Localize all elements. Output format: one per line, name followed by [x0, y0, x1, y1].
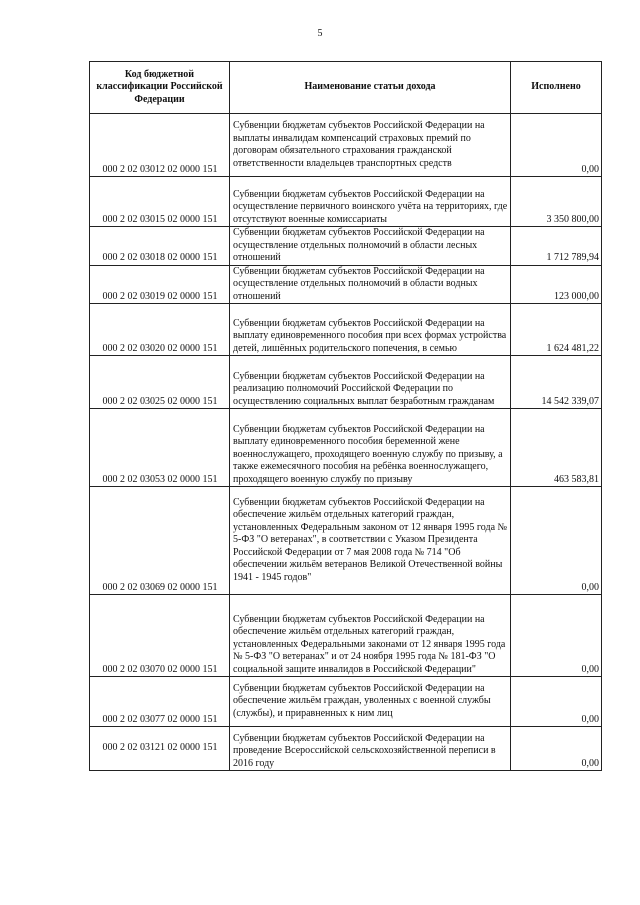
budget-code: 000 2 02 03020 02 0000 151 [90, 304, 230, 356]
header-row [90, 62, 602, 114]
budget-code: 000 2 02 03053 02 0000 151 [90, 409, 230, 487]
executed-amount: 0,00 [511, 487, 602, 595]
income-name: Субвенции бюджетам субъектов Российской Федерации на проведение Всероссийской сельскохозяйственной переписи в 2016 году [230, 727, 511, 771]
table-body [90, 114, 602, 771]
header-amount: Исполнено [511, 62, 602, 114]
table-row [90, 595, 602, 677]
table-row [90, 265, 602, 304]
table-row [90, 727, 602, 771]
table-row [90, 177, 602, 227]
income-name: Субвенции бюджетам субъектов Российской Федерации на обеспечение жильём отдельных категорий граждан, установленных Федеральным законом от 12 января 1995 года № 5-ФЗ "О ветеранах", в соответствии с Указом Президента Российской Федерации от 7 мая 2008 года № 714 "Об обеспечении жильём ветеранов Великой Отечественной войны 1941 - 1945 годов" [230, 487, 511, 595]
table-row [90, 356, 602, 409]
table-row [90, 304, 602, 356]
executed-amount: 123 000,00 [511, 265, 602, 304]
budget-code: 000 2 02 03077 02 0000 151 [90, 677, 230, 727]
executed-amount: 0,00 [511, 595, 602, 677]
executed-amount: 0,00 [511, 727, 602, 771]
income-name: Субвенции бюджетам субъектов Российской Федерации на обеспечение жильём отдельных категорий граждан, установленных Федеральными законами от 12 января 1995 года № 5-ФЗ "О ветеранах" и от 24 ноября 1995 года № 181-ФЗ "О социальной защите инвалидов в Российской Федерации" [230, 595, 511, 677]
table-header [90, 62, 602, 114]
income-name: Субвенции бюджетам субъектов Российской Федерации на осуществление первичного воинского учёта на территориях, где отсутствуют военные комиссариаты [230, 177, 511, 227]
income-name: Субвенции бюджетам субъектов Российской Федерации на осуществление отдельных полномочий в области лесных отношений [230, 227, 511, 266]
table-row [90, 409, 602, 487]
header-name: Наименование статьи дохода [230, 62, 511, 114]
executed-amount: 463 583,81 [511, 409, 602, 487]
budget-code: 000 2 02 03069 02 0000 151 [90, 487, 230, 595]
income-name: Субвенции бюджетам субъектов Российской Федерации на реализацию полномочий Российской Федерации по осуществлению социальных выплат безработным гражданам [230, 356, 511, 409]
income-table [89, 61, 602, 771]
table-row [90, 114, 602, 177]
executed-amount: 1 712 789,94 [511, 227, 602, 266]
budget-code: 000 2 02 03015 02 0000 151 [90, 177, 230, 227]
budget-code: 000 2 02 03019 02 0000 151 [90, 265, 230, 304]
table-row [90, 487, 602, 595]
budget-code: 000 2 02 03121 02 0000 151 [90, 727, 230, 771]
income-name: Субвенции бюджетам субъектов Российской Федерации на выплату единовременного пособия при всех формах устройства детей, лишённых родительского попечения, в семью [230, 304, 511, 356]
executed-amount: 1 624 481,22 [511, 304, 602, 356]
executed-amount: 0,00 [511, 114, 602, 177]
income-name: Субвенции бюджетам субъектов Российской Федерации на осуществление отдельных полномочий в области водных отношений [230, 265, 511, 304]
header-code: Код бюджетной классификации Российской Федерации [90, 62, 230, 114]
budget-code: 000 2 02 03025 02 0000 151 [90, 356, 230, 409]
budget-code: 000 2 02 03070 02 0000 151 [90, 595, 230, 677]
budget-code: 000 2 02 03018 02 0000 151 [90, 227, 230, 266]
executed-amount: 0,00 [511, 677, 602, 727]
table-row [90, 677, 602, 727]
table-row [90, 227, 602, 266]
income-name: Субвенции бюджетам субъектов Российской Федерации на обеспечение жильём граждан, уволенных с военной службы (службы), и приравненных к ним лиц [230, 677, 511, 727]
page-number: 5 [317, 28, 323, 39]
income-name: Субвенции бюджетам субъектов Российской Федерации на выплату единовременного пособия беременной жене военнослужащего, проходящего военную службу по призыву, а также ежемесячного пособия на ребёнка военнослужащего, проходящего военную службу по призыву [230, 409, 511, 487]
budget-code: 000 2 02 03012 02 0000 151 [90, 114, 230, 177]
executed-amount: 14 542 339,07 [511, 356, 602, 409]
executed-amount: 3 350 800,00 [511, 177, 602, 227]
income-name: Субвенции бюджетам субъектов Российской Федерации на выплаты инвалидам компенсаций страховых премий по договорам обязательного страхования гражданской ответственности владельцев транспортных средств [230, 114, 511, 177]
